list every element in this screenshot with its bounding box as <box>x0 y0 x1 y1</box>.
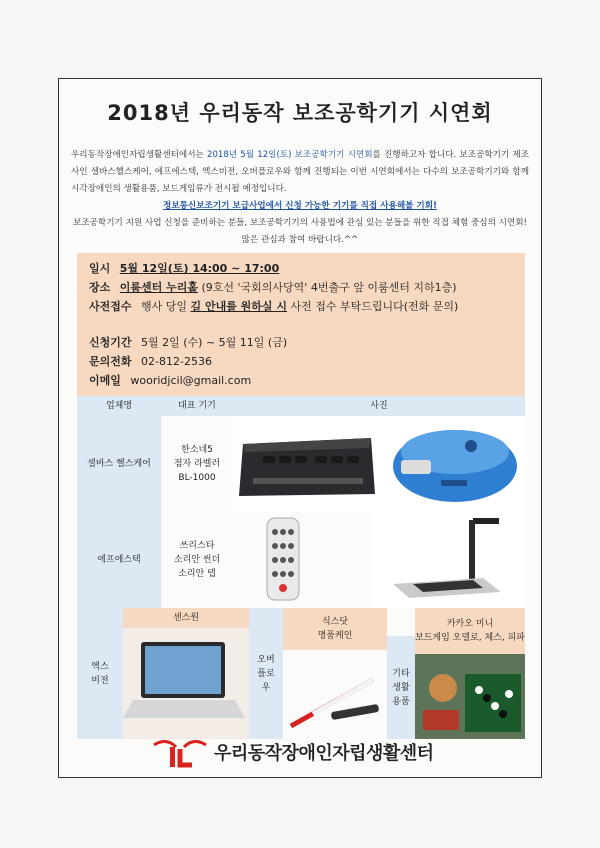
photo-cane <box>283 650 387 739</box>
info-date-value: 5월 12일(토) 14:00 ~ 17:00 <box>119 262 280 275</box>
photo-remote <box>233 512 333 608</box>
info-date-key: 일시 <box>89 262 111 275</box>
poster-title: 2018년 우리동작 보조공학기기 시연회 <box>107 101 493 125</box>
device-selvas: 한소네5 점자 라벨러 BL-1000 <box>173 445 221 483</box>
event-info-box <box>77 253 525 396</box>
poster-frame <box>58 78 542 778</box>
photo-laptop <box>123 628 249 739</box>
photo-boardgame <box>415 654 525 739</box>
braille-labeler-image <box>381 416 525 512</box>
info-email-row <box>89 373 517 389</box>
intro-p1-a: 우리동작장애인자립생활센터에서는 <box>71 150 207 160</box>
intro-text <box>71 147 529 249</box>
photo-magnifier-stand <box>373 512 523 608</box>
info-date-row <box>89 261 517 277</box>
device-xvision: 센스원 <box>123 608 249 628</box>
company-overflow: 오버 플로 우 <box>249 608 283 739</box>
device-overflow: 식스닷 명품케인 <box>283 608 387 650</box>
info-place-value: 이룸센터 누리홀 <box>119 281 198 294</box>
photo-braille-labeler <box>381 416 525 512</box>
company-fstech: 에프에스텍 <box>77 512 161 608</box>
othello-board-image <box>415 654 525 739</box>
info-pre-b: 사전 접수 부탁드립니다(전화 문의) <box>287 300 459 313</box>
info-place-detail: (9호선 '국회의사당역' 4번출구 앞 이룸센터 지하1층) <box>201 281 457 294</box>
laptop-image <box>123 628 249 739</box>
info-pre-a: 행사 당일 <box>141 300 191 313</box>
info-period-row <box>89 335 517 351</box>
info-period-value: 5월 2일 (수) ~ 5월 11일 (금) <box>141 336 288 349</box>
org-name: 우리동작장애인자립생활센터 <box>214 743 434 764</box>
info-place-row <box>89 280 517 296</box>
info-email-value: wooridjcil@gmail.com <box>130 374 252 387</box>
intro-p2: 보조공학기기 지원 사업 신청을 준비하는 분들, 보조공학기기의 사용법에 관심 있는 분들을 위한 직접 체험 중심의 시연회! 많은 관심과 참여 바랍니다.^^ <box>73 218 527 245</box>
info-phone-value: 02-812-2536 <box>141 355 212 368</box>
company-selvas: 셀바스 헬스케어 <box>77 416 161 512</box>
info-pre-row <box>89 299 517 315</box>
device-fstech: 쓰리스타 소리안 썬더 소리안 탭 <box>173 541 221 579</box>
white-cane-image <box>283 650 387 739</box>
company-xvision: 엑스 비전 <box>77 608 123 739</box>
header-device: 대표 기기 <box>161 396 233 416</box>
info-place-key: 장소 <box>89 281 111 294</box>
company-etc: 기타 생활 용품 <box>387 636 415 739</box>
header-company: 업체명 <box>77 396 161 416</box>
header-photo: 사진 <box>233 396 525 416</box>
info-phone-row <box>89 354 517 370</box>
device-table <box>77 396 525 739</box>
org-footer <box>150 735 450 771</box>
org-logo-icon <box>150 735 210 769</box>
info-period-key: 신청기간 <box>89 336 132 349</box>
remote-control-image <box>233 512 333 608</box>
video-magnifier-image <box>373 512 523 608</box>
intro-highlight: 정보통신보조기기 보급사업에서 신청 가능한 기기를 직접 사용해볼 기회! <box>163 201 437 211</box>
info-pre-key: 사전접수 <box>89 300 132 313</box>
intro-date: 2018년 5월 12일(토) 보조공학기기 시연회 <box>206 150 373 160</box>
braille-notetaker-image <box>233 416 381 512</box>
info-pre-underlined: 길 안내를 원하실 시 <box>190 300 288 313</box>
info-email-key: 이메일 <box>89 374 121 387</box>
device-etc: 카카오 미니 보드게임 오델로, 체스, 피파 <box>415 608 525 654</box>
photo-braille-notetaker <box>233 416 381 512</box>
info-phone-key: 문의전화 <box>89 355 132 368</box>
intro-p1-b: 를 진행하고자 합니다. 보조공학기기 제조사인 셀바스헬스케어, 에프에스텍, 엑스비전, 오버플로우와 함께 진행되는 이번 시연회에서는 다수의 보조공학기기와 함께 시각장애인의 생활용품, 보드게임류가 전시될 예정입니다. <box>71 150 529 194</box>
